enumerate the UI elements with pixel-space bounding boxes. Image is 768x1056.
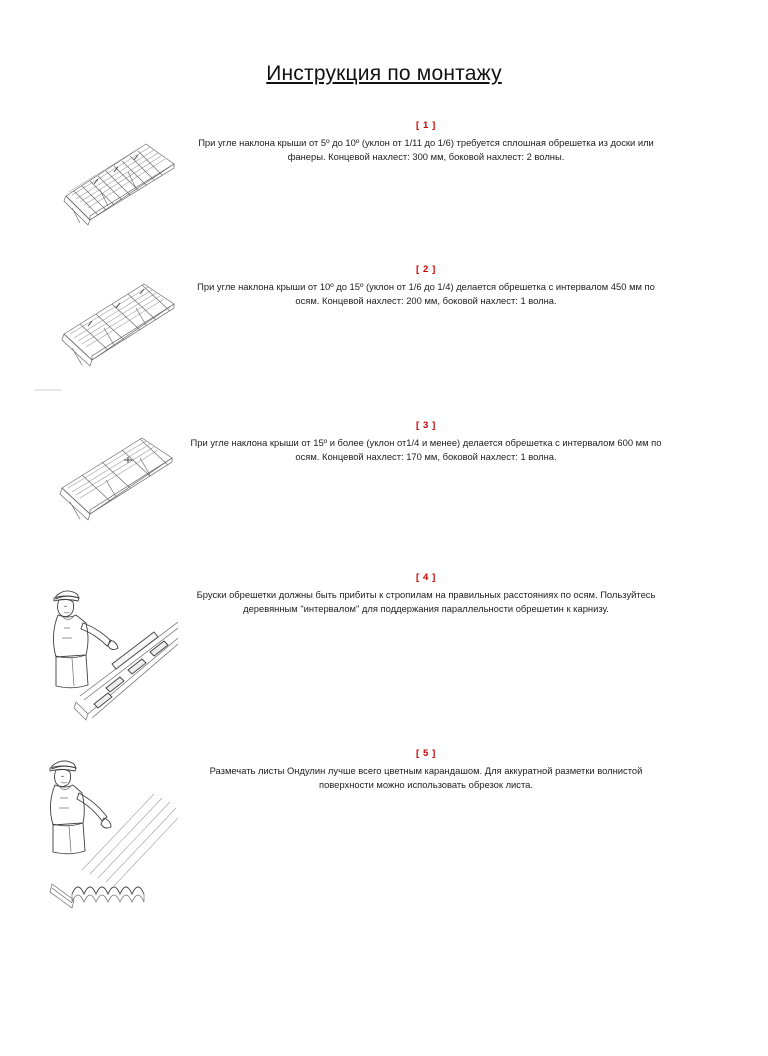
list-item (28, 748, 740, 912)
step-text: Бруски обрешетки должны быть прибиты к стропилам на правильных расстояниях по осям. Пользуйтесь деревянным "интервалом" для поддержания параллельности обрешетин к карнизу. (196, 589, 656, 614)
document-page (0, 62, 768, 1056)
roof-slope-10-15-diagram (28, 264, 178, 398)
roof-slope-5-10-diagram (28, 120, 178, 236)
step-text: При угле наклона крыши от 10º до 15º (уклон от 1/6 до 1/4) делается обрешетка с интервалом 450 мм по осям. Концевой нахлест: 200 мм, боковой нахлест: 1 волна. (197, 281, 655, 306)
roof-slope-15-plus-diagram (28, 420, 178, 544)
step-number: [ 3 ] (416, 420, 436, 431)
instruction-steps-list (28, 120, 740, 912)
step-text: При угле наклона крыши от 5º до 10º (уклон от 1/11 до 1/6) требуется сплошная обрешетка из доски или фанеры. Концевой нахлест: 300 мм, боковой нахлест: 2 волны. (198, 137, 654, 162)
step-number: [ 2 ] (416, 264, 436, 275)
list-item (28, 120, 740, 236)
list-item (28, 572, 740, 726)
worker-marking-sheet-diagram (28, 748, 178, 912)
step-body (178, 748, 740, 791)
step-text: При угле наклона крыши от 15º и более (уклон от1/4 и менее) делается обрешетка с интервалом 600 мм по осям. Концевой нахлест: 170 мм, боковой нахлест: 1 волна. (190, 437, 662, 462)
step-body (178, 264, 740, 307)
step-body (178, 572, 740, 615)
step-number: [ 5 ] (416, 748, 436, 759)
worker-figure (53, 591, 118, 688)
worker-battens-spacing-diagram (28, 572, 178, 726)
worker-figure (50, 761, 111, 854)
step-number: [ 1 ] (416, 120, 436, 131)
list-item (28, 420, 740, 544)
step-body (178, 420, 740, 463)
page-title: Инструкция по монтажу (266, 62, 502, 85)
step-text: Размечать листы Ондулин лучше всего цветным карандашом. Для аккуратной разметки волнистой поверхности можно использовать обрезок листа. (209, 765, 643, 790)
step-number: [ 4 ] (416, 572, 436, 583)
list-item (28, 264, 740, 398)
step-body (178, 120, 740, 163)
